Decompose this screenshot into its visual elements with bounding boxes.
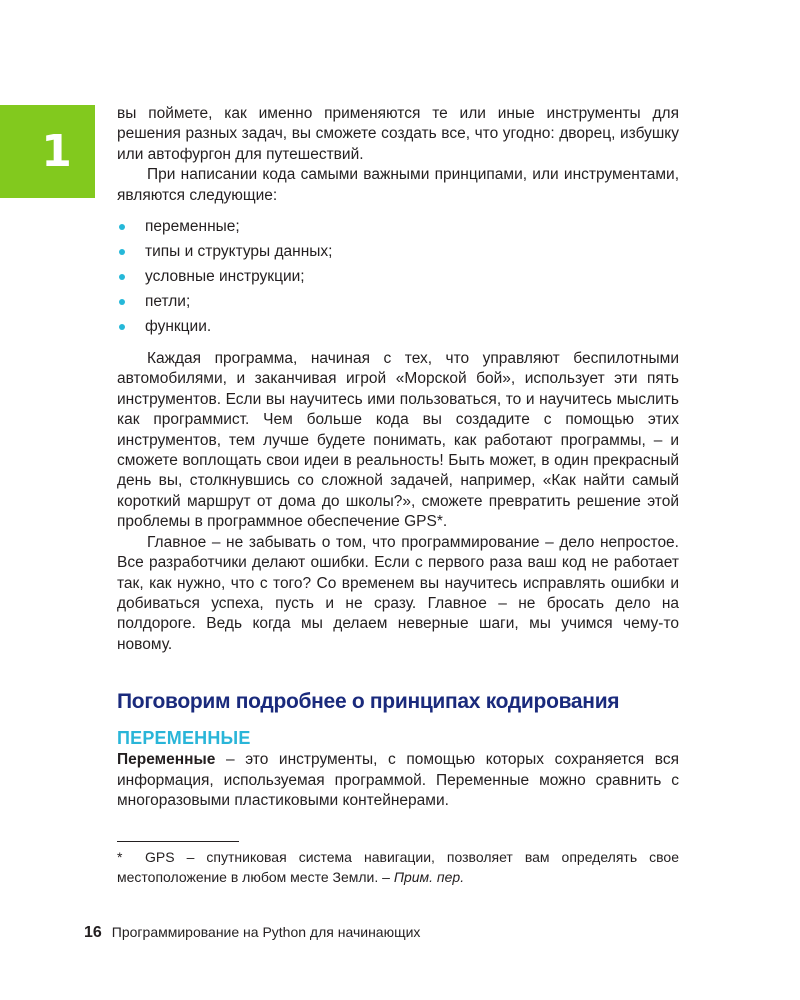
bullet-icon <box>119 224 125 230</box>
translator-note: Прим. пер. <box>393 869 465 885</box>
bullet-icon <box>119 274 125 280</box>
chapter-number-tab <box>0 105 95 198</box>
list-item: условные инструкции; <box>117 264 679 289</box>
paragraph-4: Главное – не забывать о том, что программирование – дело непростое. Все разработчики делают ошибки. Если с первого раза ваш код не работает так, как нужно, что с того? Со временем вы научитесь исправлять ошибки и добиваться успеха, пусть и не сразу. Главное – не бросать дело на полдороге. Ведь когда мы делаем неверные шаги, мы учимся чему-то новому. <box>117 533 679 653</box>
variables-definition: – это инструменты, с помощью которых сохраняется вся информация, используемая программой. Переменные можно сравнить с многоразовыми пластиковыми контейнерами. <box>117 751 679 809</box>
section-heading: Поговорим подробнее о принципах кодирования <box>117 690 620 714</box>
chapter-number: 1 <box>41 126 72 177</box>
main-text <box>117 104 679 811</box>
list-item: петли; <box>117 289 679 314</box>
bullet-icon <box>119 249 125 255</box>
bullet-icon <box>119 299 125 305</box>
principles-list <box>117 214 679 339</box>
book-title: Программирование на Python для начинающих <box>111 924 421 940</box>
footnote-text: GPS – спутниковая система навигации, позволяет вам определять свое местоположение в любом месте Земли. – <box>117 849 679 885</box>
paragraph-3: Каждая программа, начиная с тех, что управляют беспилотными автомобилями, и заканчивая игрой «Морской бой», использует эти пять инструментов. Если вы научитесь ими пользоваться, то и научитесь мыслить как программист. Чем больше кода вы создадите с помощью этих инструментов, тем лучше будете понимать, как работают программы, – и сможете воплощать свои идеи в реальность! Быть может, в один прекрасный день вы, столкнувшись со сложной задачей, например, «Как найти самый короткий маршрут от дома до школы?», сможете превратить решение этой проблемы в программное обеспечение GPS*. <box>117 350 679 531</box>
paragraph-2: При написании кода самыми важными принципами, или инструментами, являются следующие: <box>117 166 679 204</box>
list-item: типы и структуры данных; <box>117 239 679 264</box>
footnote <box>117 847 679 887</box>
list-item: функции. <box>117 314 679 339</box>
subsection-heading: ПЕРЕМЕННЫЕ <box>117 728 251 749</box>
term-variables: Переменные <box>117 751 216 769</box>
list-item: переменные; <box>117 214 679 239</box>
bullet-icon <box>119 324 125 330</box>
variables-paragraph <box>117 750 679 811</box>
footnote-divider <box>117 841 239 842</box>
paragraph-1: вы поймете, как именно применяются те или иные инструменты для решения разных задач, вы сможете создать все, что угодно: дворец, избушку или автофургон для путешествий. <box>117 105 679 163</box>
page-number: 16 <box>84 924 102 941</box>
page-footer <box>84 922 420 943</box>
footnote-marker: * <box>117 849 123 865</box>
